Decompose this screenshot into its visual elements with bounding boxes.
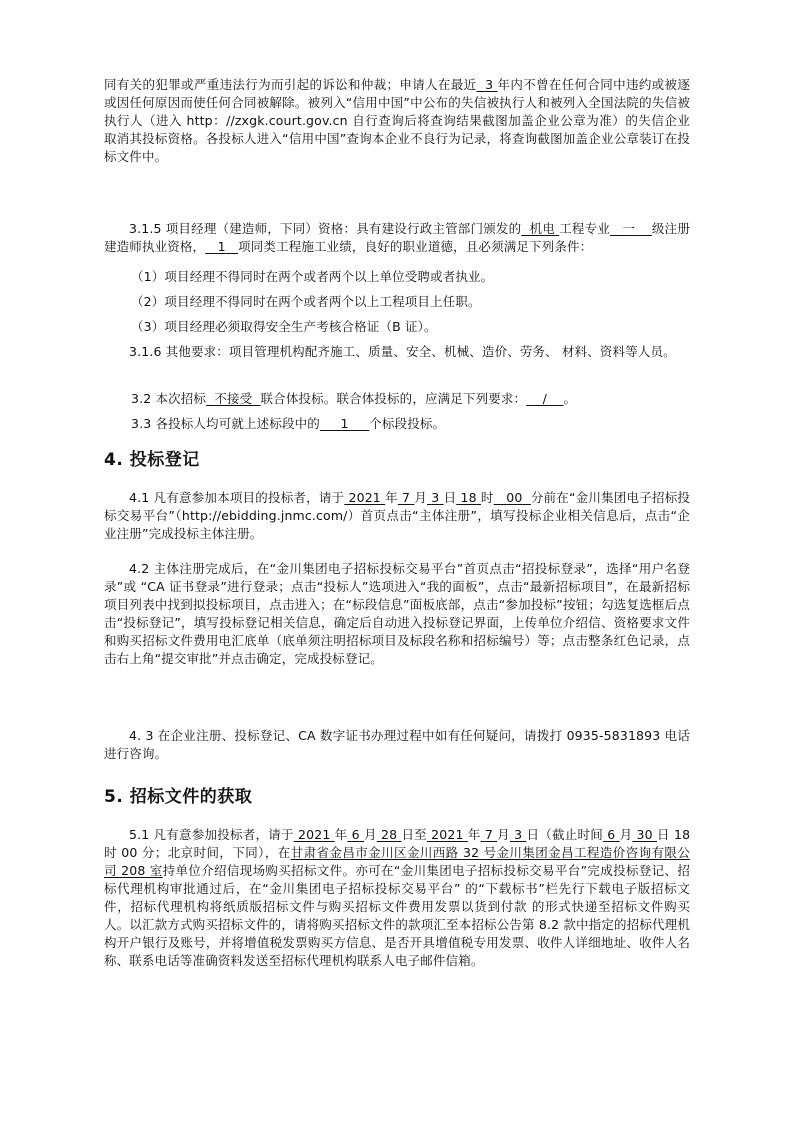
paragraph-4-2: 4.2 主体注册完成后，在“金川集团电子招标投标交易平台”首页点击“招投标登录”，选择“用户名登录”或 “CA 证书登录”进行登录；点击“投标人”选项进入“我的面板”，点击“最新招标项目”，在最新招标项目列表中找到拟投标项目，点击进入；在“标段信息”面板底部，点击“参加投标”按钮；勾选复选框后点击“投标登记”，填写投标登记相关信息，确定后自动进入投标登记界面，上传单位介绍信、资格要求文件和购买招标文件费用电汇底单（底单须注明招标项目及标段名称和招标编号）等；点击整条红色记录，点击右上角“提交审批”并点击确定，完成投标登记。 [104,561,690,666]
paragraph-qualification-record: 同有关的犯罪或严重违法行为而引起的诉讼和仲裁；申请人在最近 3 年内不曾在任何合同中违约或被逐或因任何原因而使任何合同被解除。被列入“信用中国”中公布的失信被执行人和被列入全国法院的失信被执行人（进入 http：//zxgk.court.gov.cn 自行查询后将查询结果截图加盖企业公章为准）的失信企业取消其投标资格。各投标人进入“信用中国”查询本企业不良行为记录，将查询截图加盖企业公章装订在投标文件中。 [104,77,691,164]
condition-2: （2）项目经理不得同时在两个或者两个以上工程项目上任职。 [131,294,481,309]
section-5-heading: 5. 招标文件的获取 [104,787,253,807]
paragraph-3-1-6: 3.1.6 其他要求：项目管理机构配齐施工、质量、安全、机械、造价、劳务、 材料、资料等人员。 [129,344,676,359]
condition-1: （1）项目经理不得同时在两个或者两个以上单位受聘或者执业。 [131,269,494,284]
paragraph-3-3: 3.3 各投标人均可就上述标段中的 1 个标段投标。 [131,416,446,431]
paragraph-5-1: 5.1 凡有意参加投标者，请于 2021 年 6 月 28 日至 2021 年 7 月 3 日（截止时间 6 月 30 日 18 时 00 分；北京时间，下同），在甘肃省金昌市金川区金川西路 32 号金川集团金昌工程造价咨询有限公司 208 室持单位介绍信现场购买招标文件。亦可在“金川集团电子招标投标交易平台”完成投标登记、招标代理机构审批通过后，在“金川集团电子招标投标交易平台” 的“下载标书”栏先行下载电子版招标文件，招标代理机构将纸质版招标文件与购买招标文件费用发票以货到付款 的形式快递至招标文件购买人。以汇款方式购买招标文件的，请将购买招标文件的款项汇至本招标公告第 8.2 款中指定的招标代理机构开户银行及账号，并将增值税发票购买方信息、是否开具增值税专用发票、收件人详细地址、收件人名称、联系电话等准确资料发送至招标代理机构联系人电子邮件信箱。 [104,827,691,968]
paragraph-4-1: 4.1 凡有意参加本项目的投标者，请于 2021 年 7 月 3 日 18 时 00 分前在“金川集团电子招标投标交易平台”（http://ebidding.jnmc.com/）首页点击“主体注册”，填写投标企业相关信息后，点击“企业注册”完成投标主体注册。 [104,490,691,541]
section-4-heading: 4. 投标登记 [104,450,200,470]
paragraph-4-3: 4. 3 在企业注册、投标登记、CA 数字证书办理过程中如有任何疑问，请拨打 0935-5831893 电话进行咨询。 [104,728,690,761]
condition-3: （3）项目经理必须取得安全生产考核合格证（B 证）。 [131,319,437,334]
paragraph-3-2: 3.2 本次招标 不接受 联合体投标。联合体投标的，应满足下列要求： / 。 [131,391,577,406]
paragraph-3-1-5: 3.1.5 项目经理（建造师，下同）资格：具有建设行政主管部门颁发的 机电 工程专业 一 级注册建造师执业资格， 1 项同类工程施工业绩，良好的职业道德，且必须满足下列条件： [104,221,690,254]
